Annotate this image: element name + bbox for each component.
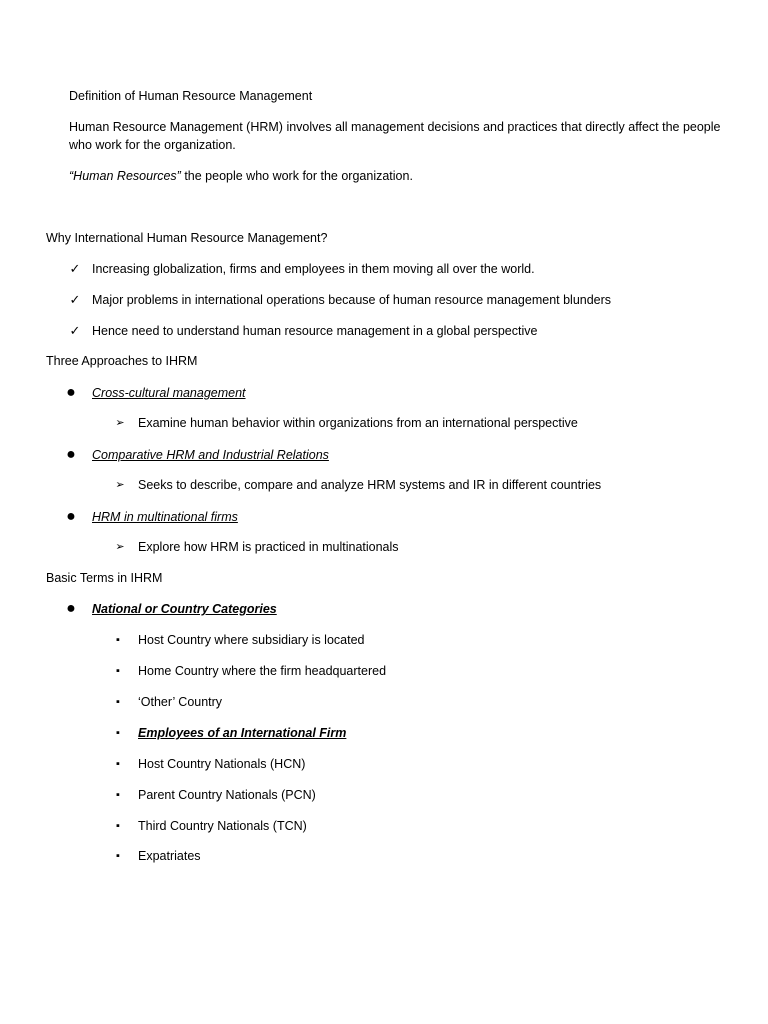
small-bullet-icon: ▪ [116, 758, 120, 770]
basic-terms-heading: Basic Terms in IHRM [46, 571, 163, 585]
bullet-icon: ● [66, 384, 76, 401]
bullet-icon: ● [66, 600, 76, 617]
small-bullet-icon: ▪ [116, 665, 120, 677]
definition-body-text: Human Resource Management (HRM) involves all management decisions and practices that directly affect the people [69, 120, 721, 134]
check-icon: ✓ [69, 292, 81, 307]
check-icon: ✓ [69, 261, 81, 276]
country-item-text: Host Country where subsidiary is located [138, 633, 365, 647]
bullet-icon: ● [66, 446, 76, 463]
bullet-icon: ● [66, 508, 76, 525]
national-categories-title: National or Country Categories [92, 602, 277, 616]
small-bullet-icon: ▪ [116, 634, 120, 646]
country-item-text: ‘Other’ Country [138, 695, 223, 709]
check-icon: ✓ [69, 323, 81, 338]
approach-title: Cross-cultural management [92, 386, 246, 400]
why-item-text: Hence need to understand human resource management in a global perspective [92, 324, 538, 338]
approach-detail-text: Explore how HRM is practiced in multinationals [138, 540, 399, 554]
small-bullet-icon: ▪ [116, 820, 120, 832]
why-heading: Why International Human Resource Management? [46, 231, 328, 245]
small-bullet-icon: ▪ [116, 789, 120, 801]
arrow-bullet-icon: ➢ [115, 479, 125, 491]
employee-item-text: Third Country Nationals (TCN) [138, 819, 307, 833]
country-item-text: Home Country where the firm headquartered [138, 664, 387, 678]
human-resources-definition [69, 167, 413, 185]
employee-item-text: Parent Country Nationals (PCN) [138, 788, 316, 802]
arrow-bullet-icon: ➢ [115, 417, 125, 429]
small-bullet-icon: ▪ [116, 696, 120, 708]
arrow-bullet-icon: ➢ [115, 541, 125, 553]
definition-body-text: who work for the organization. [69, 138, 236, 152]
human-resources-quote: “Human Resources” [69, 169, 181, 183]
human-resources-rest: the people who work for the organization. [180, 169, 413, 183]
approach-title: HRM in multinational firms [92, 510, 238, 524]
approach-title: Comparative HRM and Industrial Relations [92, 448, 329, 462]
small-bullet-icon: ▪ [116, 850, 120, 862]
approach-detail-text: Seeks to describe, compare and analyze HRM systems and IR in different countries [138, 478, 602, 492]
employee-item-text: Host Country Nationals (HCN) [138, 757, 306, 771]
approaches-heading: Three Approaches to IHRM [46, 354, 198, 368]
why-item-text: Increasing globalization, firms and employees in them moving all over the world. [92, 262, 535, 276]
employee-item-text: Expatriates [138, 849, 201, 863]
employees-title: Employees of an International Firm [138, 726, 347, 740]
small-bullet-icon: ▪ [116, 727, 120, 739]
approach-detail-text: Examine human behavior within organizations from an international perspective [138, 416, 578, 430]
why-item-text: Major problems in international operations because of human resource management blunders [92, 293, 612, 307]
definition-heading: Definition of Human Resource Management [69, 89, 313, 103]
